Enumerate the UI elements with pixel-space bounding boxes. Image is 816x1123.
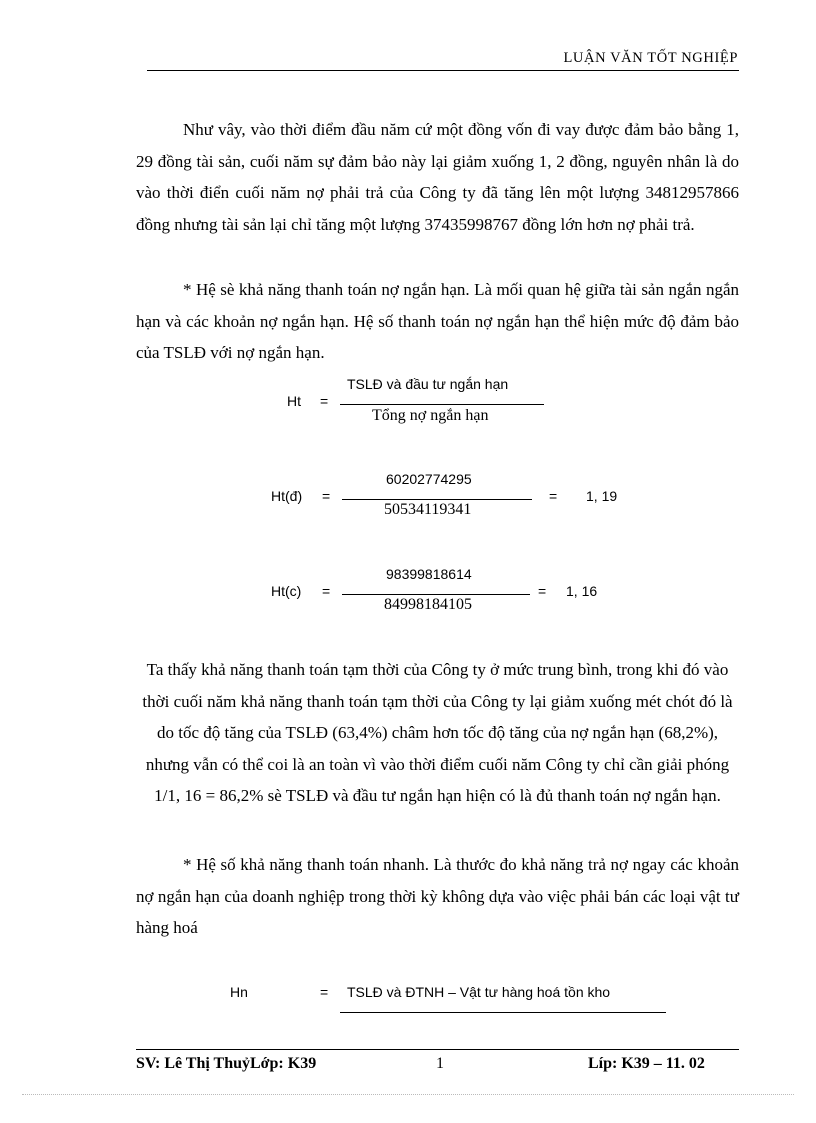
footer-student: SV: Lê Thị ThuỷLớp: K39 — [136, 1055, 317, 1072]
formula-ht-denominator: Tổng nợ ngắn hạn — [372, 407, 489, 424]
formula-htd-lhs: Ht(đ) — [271, 488, 303, 504]
paragraph-1 — [136, 114, 739, 240]
footer-rule — [136, 1049, 739, 1050]
footer-class: Líp: K39 – 11. 02 — [588, 1055, 705, 1072]
formula-htc-denominator: 84998184105 — [384, 596, 472, 613]
paragraph-1-text: Như vây, vào thời điểm đầu năm cứ một đồng vốn đi vay được đảm bảo bằng 1, 29 đồng tài sản, cuối năm sự đảm bảo này lại giảm xuống 1, 2 đồng, nguyên nhân là do vào thời điển cuối năm nợ phải trả của Công ty đã tăng lên một lượng 34812957866 đồng nhưng tài sản lại chỉ tăng một lượng 37435998767 đồng lớn hơn nợ phải trả. — [136, 120, 739, 234]
paragraph-4 — [136, 849, 739, 944]
paragraph-3-text: Ta thấy khả năng thanh toán tạm thời của Công ty ở mức trung bình, trong khi đó vào thời cuối năm khả năng thanh toán tạm thời của Công ty lại giảm xuống mét chót đó là do tốc độ tăng của TSLĐ (63,4%) châm hơn tốc độ tăng của nợ ngắn hạn (68,2%), nhưng vẫn có thể coi là an toàn vì vào thời điểm cuối năm Công ty chỉ cần giải phóng 1/1, 16 = 86,2% sè TSLĐ và đầu tư ngắn hạn hiện có là đủ thanh toán nợ ngắn hạn. — [142, 660, 733, 805]
header-title: LUẬN VĂN TỐT NGHIỆP — [563, 50, 738, 66]
formula-htc-result: 1, 16 — [566, 583, 598, 599]
formula-hn-numerator: TSLĐ và ĐTNH – Vật tư hàng hoá tồn kho — [347, 984, 611, 1000]
formula-hn-lhs: Hn — [230, 984, 248, 1000]
paragraph-2 — [136, 274, 739, 369]
formula-ht-fraction-bar — [340, 404, 544, 405]
formula-htc-equals-2: = — [538, 583, 547, 599]
page-number: 1 — [436, 1055, 444, 1072]
formula-hn-equals: = — [320, 984, 329, 1000]
paragraph-2-text: * Hệ sè khả năng thanh toán nợ ngắn hạn. Là mối quan hệ giữa tài sản ngắn ngắn hạn và các khoản nợ ngắn hạn. Hệ số thanh toán nợ ngắn hạn thể hiện mức độ đảm bảo của TSLĐ với nợ ngắn hạn. — [136, 280, 739, 362]
formula-htd-fraction-bar — [342, 499, 532, 500]
formula-ht-numerator: TSLĐ và đầu tư ngắn hạn — [347, 376, 509, 392]
formula-htd-denominator: 50534119341 — [384, 501, 472, 518]
formula-htc-equals: = — [322, 583, 331, 599]
formula-htd-equals-2: = — [549, 488, 558, 504]
formula-ht-equals: = — [320, 393, 329, 409]
formula-htd-result: 1, 19 — [586, 488, 618, 504]
formula-ht-lhs: Ht — [287, 393, 301, 409]
formula-htd-equals: = — [322, 488, 331, 504]
paragraph-4-text: * Hệ số khả năng thanh toán nhanh. Là thước đo khả năng trả nợ ngay các khoản nợ ngắn hạn của doanh nghiệp trong thời kỳ không dựa vào việc phải bán các loại vật tư hàng hoá — [136, 855, 739, 937]
header-rule — [147, 70, 739, 71]
formula-htc-numerator: 98399818614 — [386, 566, 472, 582]
formula-htd-numerator: 60202774295 — [386, 471, 472, 487]
paragraph-3 — [136, 654, 739, 812]
formula-htc-fraction-bar — [342, 594, 530, 595]
page-edge-divider — [22, 1094, 794, 1095]
formula-htc-lhs: Ht(c) — [271, 583, 302, 599]
formula-hn-fraction-bar — [340, 1012, 666, 1013]
